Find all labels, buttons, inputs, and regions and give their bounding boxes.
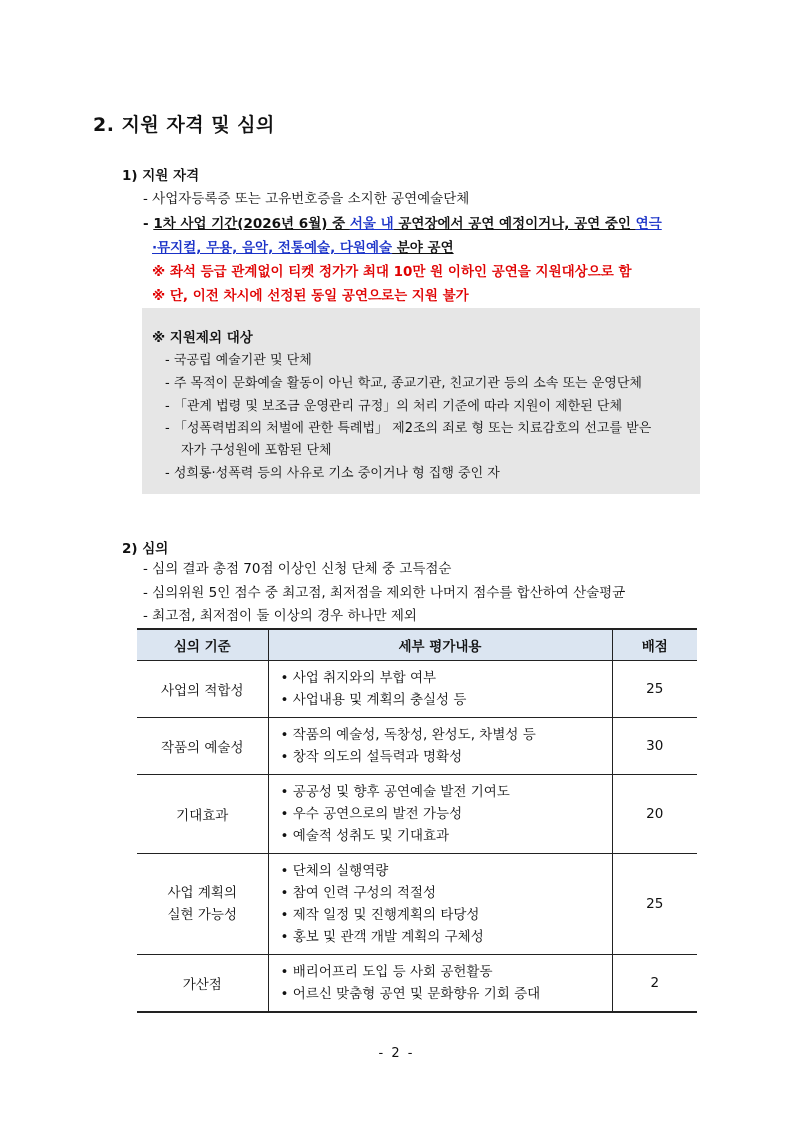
details-cell [268, 854, 612, 955]
detail-item: • 공공성 및 향후 공연예술 발전 기여도 [281, 781, 612, 803]
score-cell: 25 [612, 661, 697, 718]
review-line: - 심의 결과 총점 70점 이상인 신청 단체 중 고득점순 [143, 561, 452, 577]
detail-item: • 제작 일정 및 진행계획의 타당성 [281, 904, 612, 926]
table-header-row [137, 629, 697, 661]
table-row [137, 854, 697, 955]
detail-item: • 사업내용 및 계획의 충실성 등 [281, 689, 612, 711]
exclusions-title: ※ 지원제외 대상 [152, 330, 253, 346]
exclusion-item: - 주 목적이 문화예술 활동이 아닌 학교, 종교기관, 친교기관 등의 소속 또는 운영단체 [165, 376, 642, 391]
details-cell [268, 775, 612, 854]
criterion-cell [137, 854, 268, 955]
criterion-cell: 사업의 적합성 [137, 661, 268, 718]
details-cell [268, 661, 612, 718]
review-line: - 최고점, 최저점이 둘 이상의 경우 하나만 제외 [143, 608, 417, 624]
score-cell: 20 [612, 775, 697, 854]
criterion-cell: 가산점 [137, 955, 268, 1013]
eligibility-genre-suffix: 분야 공연 [392, 240, 454, 256]
table-row [137, 718, 697, 775]
detail-item: • 어르신 맞춤형 공연 및 문화향유 기회 증대 [281, 983, 612, 1005]
detail-item: • 작품의 예술성, 독창성, 완성도, 차별성 등 [281, 724, 612, 746]
detail-item: • 참여 인력 구성의 적절성 [281, 882, 612, 904]
detail-item: • 예술적 성취도 및 기대효과 [281, 825, 612, 847]
eligibility-line-1: - 사업자등록증 또는 고유번호증을 소지한 공연예술단체 [143, 191, 470, 207]
eligibility-line-2-dash: - [143, 216, 154, 232]
exclusion-item: - 「성폭력범죄의 처벌에 관한 특례법」 제2조의 죄로 형 또는 치료감호의 선고를 받은 [165, 421, 652, 436]
detail-item: • 우수 공연으로의 발전 가능성 [281, 803, 612, 825]
criterion-cell: 작품의 예술성 [137, 718, 268, 775]
details-cell [268, 718, 612, 775]
eligibility-period: 1차 사업 기간(2026년 6월) 중 [153, 216, 350, 232]
table-row [137, 775, 697, 854]
eligibility-venue: 공연장에서 공연 예정이거나, 공연 중인 [393, 216, 636, 232]
evaluation-table [137, 628, 697, 1013]
exclusion-item: - 성희롱·성폭력 등의 사유로 기소 중이거나 형 집행 중인 자 [165, 466, 500, 481]
eligibility-seoul: 서울 내 [349, 216, 394, 232]
detail-item: • 홍보 및 관객 개발 계획의 구체성 [281, 926, 612, 948]
detail-item: • 단체의 실행역량 [281, 860, 612, 882]
section-title: 2. 지원 자격 및 심의 [93, 114, 275, 136]
score-cell: 30 [612, 718, 697, 775]
eligibility-genre-theatre: 연극 [635, 216, 662, 232]
detail-item: • 사업 취지와의 부합 여부 [281, 667, 612, 689]
details-cell [268, 955, 612, 1013]
header-details: 세부 평가내용 [268, 629, 612, 661]
exclusion-item: - 국공립 예술기관 및 단체 [165, 353, 312, 368]
table-row [137, 955, 697, 1013]
eligibility-note-1: ※ 좌석 등급 관계없이 티켓 정가가 최대 10만 원 이하인 공연을 지원대상으로 함 [152, 264, 632, 280]
criterion-line: 실현 가능성 [167, 907, 237, 923]
score-cell: 25 [612, 854, 697, 955]
eligibility-heading: 1) 지원 자격 [122, 168, 200, 184]
detail-item: • 배리어프리 도입 등 사회 공헌활동 [281, 961, 612, 983]
criterion-cell: 기대효과 [137, 775, 268, 854]
exclusion-item: - 「관계 법령 및 보조금 운영관리 규정」의 처리 기준에 따라 지원이 제한된 단체 [165, 399, 623, 414]
detail-item: • 창작 의도의 설득력과 명확성 [281, 746, 612, 768]
review-line: - 심의위원 5인 점수 중 최고점, 최저점을 제외한 나머지 점수를 합산하여 산술평균 [143, 585, 626, 601]
header-criterion: 심의 기준 [137, 629, 268, 661]
eligibility-note-2: ※ 단, 이전 차시에 선정된 동일 공연으로는 지원 불가 [152, 288, 469, 304]
header-score: 배점 [612, 629, 697, 661]
eligibility-line-2 [143, 212, 662, 232]
exclusion-item-cont: 자가 구성원에 포함된 단체 [181, 443, 332, 458]
criterion-line: 사업 계획의 [167, 885, 237, 901]
table-row [137, 661, 697, 718]
eligibility-line-2-cont [152, 236, 454, 256]
review-heading: 2) 심의 [122, 541, 169, 557]
eligibility-genres: ·뮤지컬, 무용, 음악, 전통예술, 다원예술 [152, 240, 393, 256]
score-cell: 2 [612, 955, 697, 1013]
page-number: - 2 - [378, 1046, 415, 1061]
